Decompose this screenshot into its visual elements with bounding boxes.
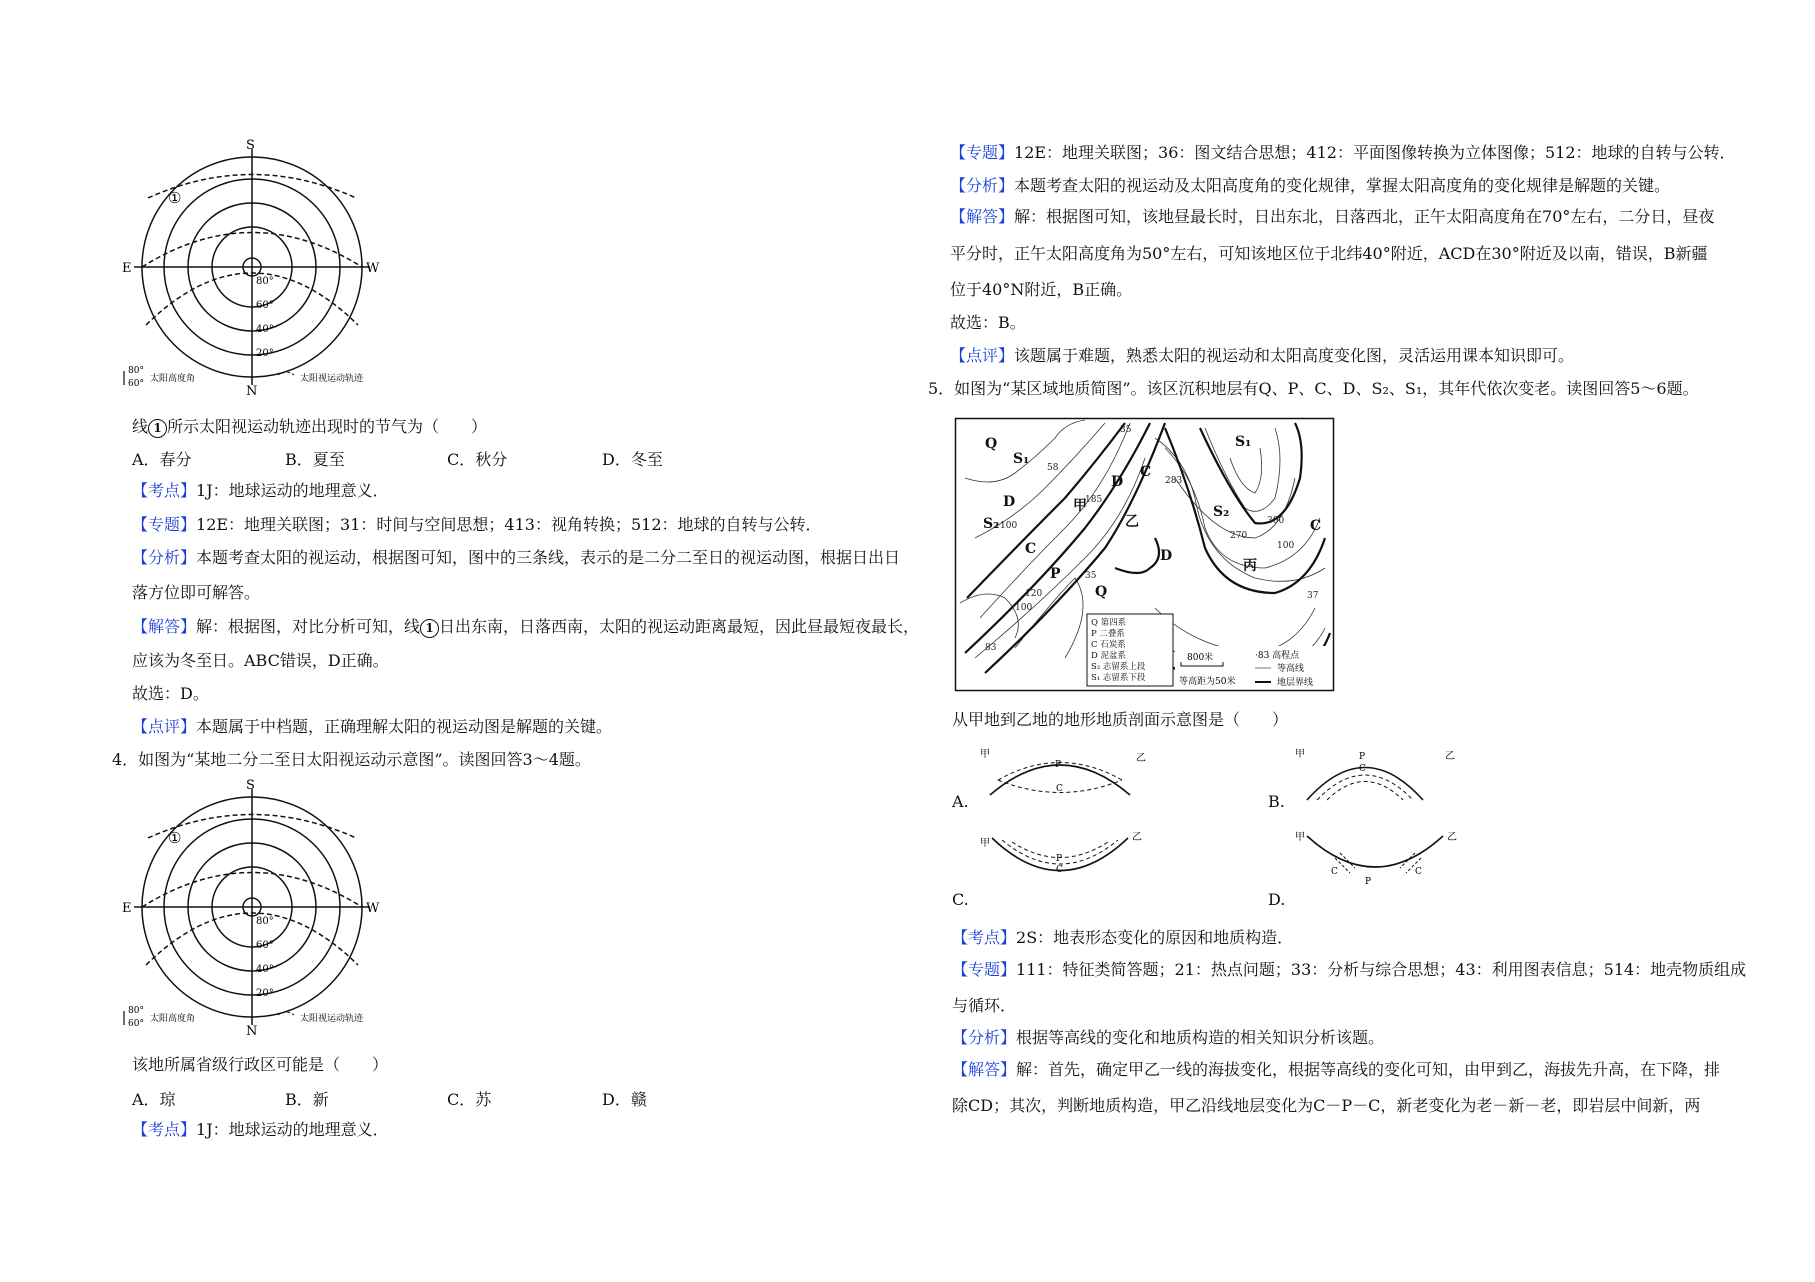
circled-one: ① bbox=[168, 829, 182, 847]
circled-one: ① bbox=[168, 189, 182, 207]
tick-20: 20° bbox=[256, 988, 274, 999]
map-interval: 等高距为50米 bbox=[1179, 677, 1236, 687]
q3-fenxi-1: 【分析】本题考查太阳的视运动，根据图可知，图中的三条线，表示的是二分二至日的视运动图，根据日出日 bbox=[132, 548, 901, 567]
legend-q: Q 第四系 bbox=[1091, 618, 1127, 628]
legend-track: 太阳视运动轨迹 bbox=[300, 374, 364, 384]
q4-zhuanti: 【专题】12E：地理关联图；36：图文结合思想；412：平面图像转换为立体图像；512：地球的自转与公转． bbox=[950, 143, 1736, 162]
profile-d-c2: C bbox=[1415, 867, 1422, 877]
label-e: E bbox=[122, 901, 132, 916]
q3-stem: 线 1 所示太阳视运动轨迹出现时的节气为（ ） bbox=[132, 417, 488, 436]
q3-jieda-1: 【解答】解：根据图，对比分析可知，线 1 日出东南，日落西南，太阳的视运动距离最短，因此昼最短夜最长， bbox=[132, 617, 920, 636]
q4-fenxi: 【分析】本题考查太阳的视运动及太阳高度角的变化规律，掌握太阳高度角的变化规律是解题的关键。 bbox=[950, 176, 1671, 195]
tick-60: 60° bbox=[256, 940, 274, 951]
elev-100c: 100 bbox=[1277, 541, 1295, 551]
legend-d: D 泥盆系 bbox=[1091, 651, 1127, 661]
q3-zhuanti: 【专题】12E：地理关联图；31：时间与空间思想；413：视角转换；512：地球的自转与公转． bbox=[132, 515, 822, 534]
legend-altitude: 太阳高度角 bbox=[150, 374, 196, 384]
q5-jieda-2: 除CD；其次，判断地质构造，甲乙沿线地层变化为C－P－C，新老变化为老－新－老，即岩层中间新，两 bbox=[952, 1096, 1701, 1115]
q4-kaodian: 【考点】1J：地球运动的地理意义． bbox=[132, 1120, 389, 1139]
map-label-s2b: S₂ bbox=[1213, 504, 1230, 520]
profile-b-yi: 乙 bbox=[1445, 751, 1455, 762]
geology-map bbox=[955, 418, 1335, 692]
q5-fenxi: 【分析】根据等高线的变化和地质构造的相关知识分析该题。 bbox=[952, 1028, 1385, 1047]
map-label-s1: S₁ bbox=[1013, 451, 1030, 467]
q5-zhuanti-1: 【专题】111：特征类简答题；21：热点问题；33：分析与综合思想；43：利用图表信息；514：地壳物质组成 bbox=[952, 960, 1747, 979]
profile-c-jia: 甲 bbox=[980, 838, 990, 849]
sym-point: ·83 高程点 bbox=[1255, 651, 1300, 661]
label-n: N bbox=[246, 1024, 258, 1039]
elev-100a: 100 bbox=[1000, 521, 1018, 531]
legend-p: P 二叠系 bbox=[1091, 629, 1125, 639]
legend-80: 80° bbox=[128, 1006, 144, 1016]
elev-120: 120 bbox=[1025, 589, 1043, 599]
elev-100b: 100 bbox=[1015, 603, 1033, 613]
circled-one-icon: 1 bbox=[148, 419, 167, 438]
q4-option-a: A．琼 bbox=[132, 1090, 176, 1109]
map-label-p: P bbox=[1050, 566, 1061, 582]
legend-altitude: 太阳高度角 bbox=[150, 1014, 196, 1024]
legend-c: C 石炭系 bbox=[1091, 640, 1126, 650]
profile-d-c: C bbox=[1331, 867, 1338, 877]
q4-jieda-3: 位于40°N附近，B正确。 bbox=[950, 280, 1133, 299]
map-label-yi: 乙 bbox=[1125, 514, 1139, 530]
map-label-q2: Q bbox=[1095, 584, 1108, 600]
elev-37: 37 bbox=[1307, 591, 1319, 601]
q4-option-c: C．苏 bbox=[447, 1090, 492, 1109]
profile-b-c: C bbox=[1359, 764, 1366, 774]
map-label-bing: 丙 bbox=[1243, 558, 1257, 574]
profile-d bbox=[1295, 828, 1475, 893]
q5-option-d: D. bbox=[1268, 890, 1286, 909]
sun-path-diagram-1 bbox=[122, 138, 408, 399]
profile-c-yi: 乙 bbox=[1132, 832, 1142, 843]
profile-b-p: P bbox=[1359, 752, 1366, 762]
profile-b bbox=[1295, 745, 1475, 805]
q5-option-c: C. bbox=[952, 890, 969, 909]
q4-jieda-2: 平分时，正午太阳高度角为50°左右，可知该地区位于北纬40°附近，ACD在30°附近及以南，错误，B新疆 bbox=[950, 244, 1708, 263]
elev-283: 283 bbox=[1165, 476, 1183, 486]
map-label-c: C bbox=[1025, 541, 1037, 557]
map-label-db: D bbox=[1160, 548, 1173, 564]
map-label-cc: C bbox=[1310, 518, 1322, 534]
map-label-s2: S₂ bbox=[983, 516, 1000, 532]
profile-c-p: P bbox=[1056, 854, 1063, 864]
legend-track: 太阳视运动轨迹 bbox=[300, 1014, 364, 1024]
legend-60: 60° bbox=[128, 379, 144, 389]
tick-60: 60° bbox=[256, 300, 274, 311]
legend-60: 60° bbox=[128, 1019, 144, 1029]
q3-option-a: A．春分 bbox=[132, 450, 192, 469]
q5-zhuanti-2: 与循环． bbox=[952, 996, 1017, 1015]
tick-20: 20° bbox=[256, 348, 274, 359]
q3-kaodian: 【考点】1J：地球运动的地理意义． bbox=[132, 481, 389, 500]
label-w: W bbox=[366, 901, 380, 916]
map-label-dc: D bbox=[1111, 474, 1124, 490]
tick-80: 80° bbox=[256, 916, 274, 927]
q3-option-b: B．夏至 bbox=[285, 450, 345, 469]
q3-option-c: C．秋分 bbox=[447, 450, 508, 469]
profile-d-jia: 甲 bbox=[1295, 832, 1305, 843]
map-label-q: Q bbox=[985, 436, 998, 452]
q5-stem: 从甲地到乙地的地形地质剖面示意图是（ ） bbox=[952, 710, 1289, 729]
q3-option-d: D．冬至 bbox=[602, 450, 663, 469]
map-label-cb: C bbox=[1140, 464, 1152, 480]
q3-answer: 故选：D。 bbox=[132, 684, 209, 703]
q4-dianping: 【点评】该题属于难题，熟悉太阳的视运动和太阳高度变化图，灵活运用课本知识即可。 bbox=[950, 346, 1575, 365]
profile-a-c: C bbox=[1056, 784, 1063, 794]
profile-d-yi: 乙 bbox=[1447, 832, 1457, 843]
q3-dianping: 【点评】本题属于中档题，正确理解太阳的视运动图是解题的关键。 bbox=[132, 717, 613, 736]
profile-c-c: C bbox=[1056, 865, 1063, 875]
legend-s2: S₂ 志留系上段 bbox=[1091, 662, 1146, 672]
profile-b-jia: 甲 bbox=[1295, 749, 1305, 760]
elev-35: 35 bbox=[1120, 425, 1132, 435]
label-w: W bbox=[366, 261, 380, 276]
q5-option-b: B. bbox=[1268, 792, 1285, 811]
elev-58: 58 bbox=[1047, 463, 1059, 473]
q5-kaodian: 【考点】2S：地表形态变化的原因和地质构造． bbox=[952, 928, 1294, 947]
elev-35b: 35 bbox=[1085, 571, 1097, 581]
q5-title: 5．如图为“某区域地质简图”。该区沉积地层有Q、P、C、D、S₂、S₁，其年代依次变老。读图回答5～6题。 bbox=[928, 379, 1699, 398]
elev-270: 270 bbox=[1230, 531, 1248, 541]
elev-300: 300 bbox=[1267, 516, 1285, 526]
q4-answer: 故选：B。 bbox=[950, 313, 1026, 332]
sym-boundary: 地层界线 bbox=[1277, 678, 1314, 688]
legend-80: 80° bbox=[128, 366, 144, 376]
q4-title: 4．如图为“某地二分二至日太阳视运动示意图”。读图回答3～4题。 bbox=[112, 750, 591, 769]
q4-option-d: D．赣 bbox=[602, 1090, 647, 1109]
q3-fenxi-2: 落方位即可解答。 bbox=[132, 583, 261, 602]
label-e: E bbox=[122, 261, 132, 276]
map-scale: 800米 bbox=[1187, 653, 1214, 663]
q4-stem: 该地所属省级行政区可能是（ ） bbox=[132, 1055, 389, 1074]
profile-c bbox=[980, 828, 1160, 893]
profile-a-jia: 甲 bbox=[980, 749, 990, 760]
sym-contour: 等高线 bbox=[1277, 664, 1305, 674]
profile-a bbox=[980, 745, 1160, 805]
q4-option-b: B．新 bbox=[285, 1090, 329, 1109]
legend-s1: S₁ 志留系下段 bbox=[1091, 673, 1146, 683]
elev-185: 185 bbox=[1085, 495, 1103, 505]
q3-jieda-2: 应该为冬至日。ABC错误，D正确。 bbox=[132, 651, 389, 670]
label-s: S bbox=[246, 138, 255, 153]
map-label-s1b: S₁ bbox=[1235, 434, 1252, 450]
sun-path-diagram-2 bbox=[122, 778, 408, 1039]
circled-one-icon: 1 bbox=[420, 619, 439, 638]
map-label-d: D bbox=[1003, 494, 1016, 510]
q5-option-a: A. bbox=[952, 792, 969, 811]
q5-jieda-1: 【解答】解：首先，确定甲乙一线的海拔变化，根据等高线的变化可知，由甲到乙，海拔先升高，在下降，排 bbox=[952, 1060, 1721, 1079]
tick-40: 40° bbox=[256, 964, 274, 975]
elev-83: 83 bbox=[985, 643, 997, 653]
profile-d-p: P bbox=[1365, 877, 1372, 887]
tick-40: 40° bbox=[256, 324, 274, 335]
map-label-jia: 甲 bbox=[1073, 498, 1087, 514]
q4-jieda-1: 【解答】解：根据图可知，该地昼最长时，日出东北，日落西北，正午太阳高度角在70°左右，二分日，昼夜 bbox=[950, 207, 1715, 226]
label-s: S bbox=[246, 778, 255, 793]
profile-a-p: P bbox=[1055, 760, 1062, 770]
label-n: N bbox=[246, 384, 258, 399]
profile-a-yi: 乙 bbox=[1136, 753, 1146, 764]
tick-80: 80° bbox=[256, 276, 274, 287]
